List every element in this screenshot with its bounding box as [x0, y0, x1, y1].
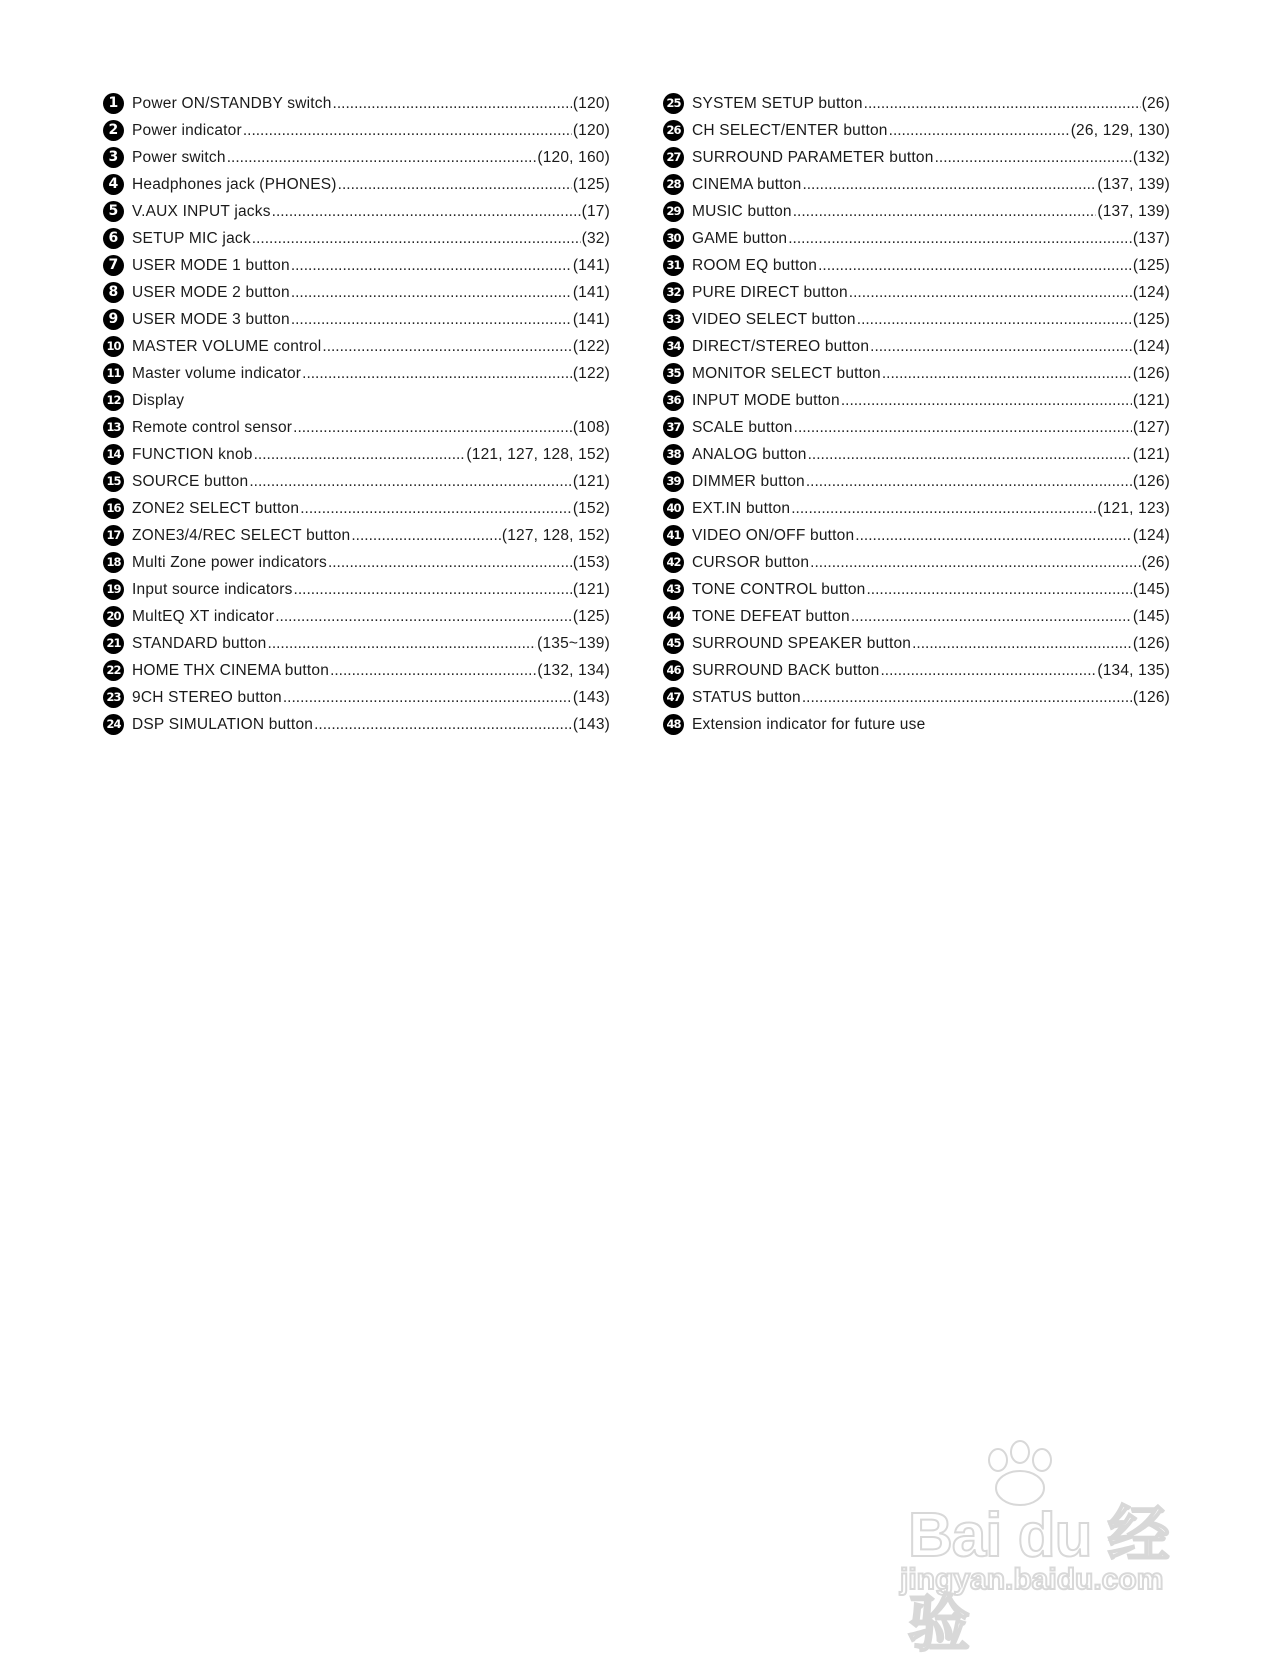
- item-page-refs: (108): [572, 418, 610, 436]
- item-page-refs: (137, 139): [1097, 202, 1170, 220]
- item-label: Headphones jack (PHONES): [132, 175, 337, 193]
- item-number-badge: 41: [663, 525, 684, 546]
- item-page-refs: (127): [1132, 418, 1170, 436]
- item-number-badge: 9: [103, 309, 124, 330]
- item-label: INPUT MODE button: [692, 391, 840, 409]
- index-item: [103, 225, 610, 252]
- dot-leader: [330, 662, 536, 680]
- item-number-badge: 6: [103, 228, 124, 249]
- item-label: CH SELECT/ENTER button: [692, 121, 888, 139]
- dot-leader: [864, 95, 1141, 113]
- dot-leader: [880, 662, 1096, 680]
- index-item: [663, 495, 1170, 522]
- item-number-badge: 29: [663, 201, 684, 222]
- dot-leader: [291, 284, 572, 302]
- item-number-badge: 28: [663, 174, 684, 195]
- item-number-badge: 42: [663, 552, 684, 573]
- item-page-refs: (121, 123): [1097, 499, 1170, 517]
- index-item: [103, 252, 610, 279]
- index-item: [663, 630, 1170, 657]
- index-item: [103, 684, 610, 711]
- item-page-refs: (153): [572, 553, 610, 571]
- item-page-refs: (127, 128, 152): [501, 526, 610, 544]
- item-page-refs: (137): [1132, 229, 1170, 247]
- item-number-badge: 43: [663, 579, 684, 600]
- item-label: Display: [132, 391, 185, 409]
- item-label: ROOM EQ button: [692, 256, 818, 274]
- dot-leader: [818, 257, 1132, 275]
- item-label: V.AUX INPUT jacks: [132, 202, 271, 220]
- item-page-refs: (143): [572, 688, 610, 706]
- index-item: [103, 360, 610, 387]
- item-number-badge: 34: [663, 336, 684, 357]
- index-item: [103, 522, 610, 549]
- item-page-refs: (132, 134): [537, 661, 610, 679]
- item-number-badge: 37: [663, 417, 684, 438]
- dot-leader: [882, 365, 1132, 383]
- dot-leader: [291, 311, 572, 329]
- item-page-refs: (122): [572, 364, 610, 382]
- item-number-badge: 47: [663, 687, 684, 708]
- item-page-refs: (120, 160): [537, 148, 610, 166]
- item-number-badge: 19: [103, 579, 124, 600]
- index-item: [103, 576, 610, 603]
- item-label: SYSTEM SETUP button: [692, 94, 863, 112]
- item-number-badge: 1: [103, 93, 124, 114]
- item-label: STANDARD button: [132, 634, 267, 652]
- item-label: USER MODE 2 button: [132, 283, 290, 301]
- index-item: [663, 387, 1170, 414]
- item-label: 9CH STEREO button: [132, 688, 282, 706]
- item-number-badge: 38: [663, 444, 684, 465]
- index-item: [663, 279, 1170, 306]
- item-page-refs: (17): [581, 202, 610, 220]
- dot-leader: [851, 608, 1132, 626]
- item-page-refs: (121): [572, 472, 610, 490]
- item-label: DSP SIMULATION button: [132, 715, 314, 733]
- item-number-badge: 12: [103, 390, 124, 411]
- item-page-refs: (121): [1132, 445, 1170, 463]
- item-page-refs: (126): [1132, 688, 1170, 706]
- dot-leader: [849, 284, 1132, 302]
- dot-leader: [300, 500, 572, 518]
- index-item: [103, 90, 610, 117]
- item-number-badge: 27: [663, 147, 684, 168]
- item-label: TONE CONTROL button: [692, 580, 866, 598]
- item-page-refs: (121): [572, 580, 610, 598]
- index-item: [663, 333, 1170, 360]
- dot-leader: [302, 365, 572, 383]
- index-item: [103, 495, 610, 522]
- item-number-badge: 24: [103, 714, 124, 735]
- dot-leader: [338, 176, 572, 194]
- dot-leader: [788, 230, 1132, 248]
- item-label: Input source indicators: [132, 580, 293, 598]
- item-page-refs: (137, 139): [1097, 175, 1170, 193]
- item-page-refs: (125): [572, 607, 610, 625]
- item-number-badge: 32: [663, 282, 684, 303]
- item-page-refs: (26): [1141, 94, 1170, 112]
- item-number-badge: 8: [103, 282, 124, 303]
- index-item: [103, 198, 610, 225]
- index-item: [663, 144, 1170, 171]
- item-number-badge: 13: [103, 417, 124, 438]
- dot-leader: [227, 149, 537, 167]
- item-page-refs: (125): [572, 175, 610, 193]
- item-label: ZONE3/4/REC SELECT button: [132, 526, 351, 544]
- item-label: SURROUND BACK button: [692, 661, 880, 679]
- item-number-badge: 30: [663, 228, 684, 249]
- dot-leader: [252, 230, 581, 248]
- index-item: [663, 522, 1170, 549]
- dot-leader: [791, 500, 1096, 518]
- index-item: [663, 225, 1170, 252]
- item-page-refs: (125): [1132, 256, 1170, 274]
- item-label: Power indicator: [132, 121, 242, 139]
- item-number-badge: 17: [103, 525, 124, 546]
- dot-leader: [935, 149, 1132, 167]
- item-page-refs: (134, 135): [1097, 661, 1170, 679]
- item-number-badge: 46: [663, 660, 684, 681]
- index-item: [663, 549, 1170, 576]
- item-label: USER MODE 1 button: [132, 256, 290, 274]
- index-item: [103, 468, 610, 495]
- index-item: [663, 360, 1170, 387]
- item-label: MASTER VOLUME control: [132, 337, 322, 355]
- item-label: Remote control sensor: [132, 418, 293, 436]
- item-number-badge: 5: [103, 201, 124, 222]
- dot-leader: [291, 257, 572, 275]
- dot-leader: [870, 338, 1132, 356]
- dot-leader: [249, 473, 571, 491]
- dot-leader: [810, 554, 1140, 572]
- item-page-refs: (145): [1132, 607, 1170, 625]
- dot-leader: [294, 581, 572, 599]
- item-number-badge: 39: [663, 471, 684, 492]
- dot-leader: [314, 716, 572, 734]
- item-label: FUNCTION knob: [132, 445, 253, 463]
- item-page-refs: (126): [1132, 364, 1170, 382]
- item-number-badge: 15: [103, 471, 124, 492]
- item-label: PURE DIRECT button: [692, 283, 848, 301]
- index-item: [663, 171, 1170, 198]
- item-page-refs: (141): [572, 310, 610, 328]
- item-number-badge: 40: [663, 498, 684, 519]
- right-index-column: [663, 90, 1170, 738]
- dot-leader: [272, 203, 581, 221]
- item-label: Power switch: [132, 148, 226, 166]
- item-label: STATUS button: [692, 688, 801, 706]
- item-page-refs: (145): [1132, 580, 1170, 598]
- item-label: SURROUND PARAMETER button: [692, 148, 934, 166]
- item-label: USER MODE 3 button: [132, 310, 290, 328]
- dot-leader: [867, 581, 1132, 599]
- index-item: [663, 198, 1170, 225]
- index-item: [663, 117, 1170, 144]
- item-page-refs: (152): [572, 499, 610, 517]
- item-number-badge: 31: [663, 255, 684, 276]
- index-item: [103, 306, 610, 333]
- item-label: VIDEO ON/OFF button: [692, 526, 855, 544]
- item-label: VIDEO SELECT button: [692, 310, 856, 328]
- index-item: [663, 603, 1170, 630]
- index-item: [663, 711, 1170, 738]
- item-label: SOURCE button: [132, 472, 249, 490]
- item-page-refs: (122): [572, 337, 610, 355]
- index-item: [103, 549, 610, 576]
- item-page-refs: (126): [1132, 472, 1170, 490]
- item-number-badge: 2: [103, 120, 124, 141]
- item-label: MultEQ XT indicator: [132, 607, 275, 625]
- item-number-badge: 22: [103, 660, 124, 681]
- item-number-badge: 35: [663, 363, 684, 384]
- dot-leader: [293, 419, 572, 437]
- item-page-refs: (121, 127, 128, 152): [466, 445, 610, 463]
- index-item: [103, 414, 610, 441]
- item-label: Master volume indicator: [132, 364, 302, 382]
- item-label: EXT.IN button: [692, 499, 791, 517]
- item-label: DIMMER button: [692, 472, 805, 490]
- item-label: Extension indicator for future use: [692, 715, 926, 733]
- dot-leader: [806, 473, 1132, 491]
- dot-leader: [855, 527, 1132, 545]
- index-item: [103, 657, 610, 684]
- dot-leader: [808, 446, 1132, 464]
- watermark-url-text: jingyan.baidu.com: [900, 1563, 1164, 1596]
- item-page-refs: (124): [1132, 283, 1170, 301]
- item-number-badge: 11: [103, 363, 124, 384]
- index-item: [103, 441, 610, 468]
- index-item: [103, 387, 610, 414]
- dot-leader: [912, 635, 1132, 653]
- item-number-badge: 3: [103, 147, 124, 168]
- item-page-refs: (125): [1132, 310, 1170, 328]
- item-number-badge: 21: [103, 633, 124, 654]
- index-item: [663, 576, 1170, 603]
- dot-leader: [268, 635, 537, 653]
- item-number-badge: 36: [663, 390, 684, 411]
- item-label: MONITOR SELECT button: [692, 364, 881, 382]
- item-label: SETUP MIC jack: [132, 229, 251, 247]
- item-page-refs: (126): [1132, 634, 1170, 652]
- index-item: [103, 630, 610, 657]
- index-item: [663, 684, 1170, 711]
- item-page-refs: (132): [1132, 148, 1170, 166]
- index-item: [663, 441, 1170, 468]
- item-label: SURROUND SPEAKER button: [692, 634, 912, 652]
- item-number-badge: 33: [663, 309, 684, 330]
- item-number-badge: 44: [663, 606, 684, 627]
- item-page-refs: (124): [1132, 526, 1170, 544]
- dot-leader: [857, 311, 1132, 329]
- item-page-refs: (141): [572, 283, 610, 301]
- index-item: [663, 414, 1170, 441]
- index-item: [103, 117, 610, 144]
- index-item: [103, 144, 610, 171]
- index-item: [663, 306, 1170, 333]
- item-number-badge: 16: [103, 498, 124, 519]
- index-item: [103, 279, 610, 306]
- dot-leader: [328, 554, 572, 572]
- item-label: Power ON/STANDBY switch: [132, 94, 332, 112]
- dot-leader: [794, 419, 1132, 437]
- item-label: CURSOR button: [692, 553, 810, 571]
- item-page-refs: (143): [572, 715, 610, 733]
- item-number-badge: 14: [103, 444, 124, 465]
- item-page-refs: (121): [1132, 391, 1170, 409]
- item-number-badge: 4: [103, 174, 124, 195]
- item-page-refs: (32): [581, 229, 610, 247]
- index-item: [103, 333, 610, 360]
- index-item: [663, 90, 1170, 117]
- item-label: MUSIC button: [692, 202, 792, 220]
- index-item: [103, 603, 610, 630]
- item-page-refs: (26): [1141, 553, 1170, 571]
- dot-leader: [243, 122, 572, 140]
- item-page-refs: (120): [572, 121, 610, 139]
- index-item: [663, 468, 1170, 495]
- item-label: TONE DEFEAT button: [692, 607, 850, 625]
- dot-leader: [802, 689, 1132, 707]
- item-number-badge: 25: [663, 93, 684, 114]
- item-number-badge: 10: [103, 336, 124, 357]
- item-number-badge: 45: [663, 633, 684, 654]
- item-label: DIRECT/STEREO button: [692, 337, 870, 355]
- index-item: [103, 171, 610, 198]
- dot-leader: [254, 446, 466, 464]
- dot-leader: [841, 392, 1132, 410]
- item-label: ANALOG button: [692, 445, 807, 463]
- dot-leader: [889, 122, 1070, 140]
- item-label: CINEMA button: [692, 175, 802, 193]
- item-page-refs: (141): [572, 256, 610, 274]
- dot-leader: [322, 338, 571, 356]
- item-number-badge: 48: [663, 714, 684, 735]
- baidu-watermark: [898, 1445, 1198, 1659]
- item-page-refs: (120): [572, 94, 610, 112]
- dot-leader: [793, 203, 1097, 221]
- item-number-badge: 20: [103, 606, 124, 627]
- item-label: GAME button: [692, 229, 788, 247]
- dot-leader: [333, 95, 572, 113]
- left-index-column: [103, 90, 610, 738]
- dot-leader: [351, 527, 500, 545]
- item-label: ZONE2 SELECT button: [132, 499, 300, 517]
- item-number-badge: 7: [103, 255, 124, 276]
- item-number-badge: 18: [103, 552, 124, 573]
- item-page-refs: (26, 129, 130): [1070, 121, 1170, 139]
- item-label: HOME THX CINEMA button: [132, 661, 330, 679]
- index-item: [663, 657, 1170, 684]
- item-page-refs: (124): [1132, 337, 1170, 355]
- index-item: [663, 252, 1170, 279]
- index-item: [103, 711, 610, 738]
- dot-leader: [283, 689, 572, 707]
- dot-leader: [802, 176, 1096, 194]
- item-number-badge: 23: [103, 687, 124, 708]
- item-label: Multi Zone power indicators: [132, 553, 327, 571]
- item-label: SCALE button: [692, 418, 793, 436]
- watermark-main-text: Bai du 经验: [908, 1501, 1169, 1659]
- item-number-badge: 26: [663, 120, 684, 141]
- item-page-refs: (135~139): [537, 634, 610, 652]
- dot-leader: [275, 608, 572, 626]
